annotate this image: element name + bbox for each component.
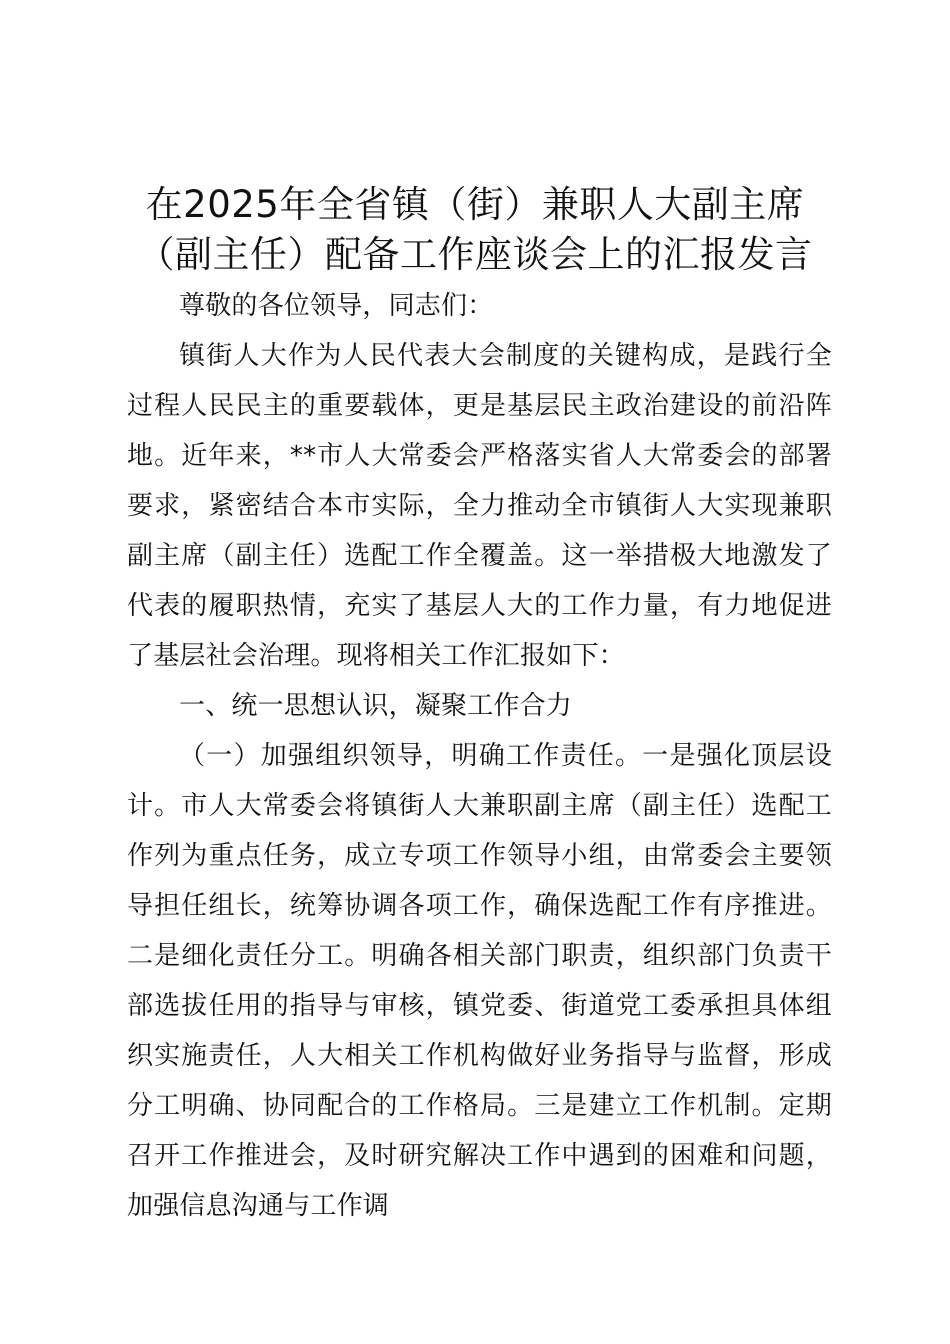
document-title: 在2025年全省镇（街）兼职人大副主席（副主任）配备工作座谈会上的汇报发言	[137, 183, 813, 276]
document-body	[127, 281, 832, 1231]
intro-paragraph: 镇街人大作为人民代表大会制度的关键构成，是践行全过程人民民主的重要载体，更是基层民主政治建设的前沿阵地。近年来，**市人大常委会严格落实省人大常委会的部署要求，紧密结合本市实际，全力推动全市镇街人大实现兼职副主席（副主任）选配工作全覆盖。这一举措极大地激发了代表的履职热情，充实了基层人大的工作力量，有力地促进了基层社会治理。现将相关工作汇报如下：	[127, 341, 832, 671]
section-1-paragraph-1: （一）加强组织领导，明确工作责任。一是强化顶层设计。市人大常委会将镇街人大兼职副主席（副主任）选配工作列为重点任务，成立专项工作领导小组，由常委会主要领导担任组长，统筹协调各项工作，确保选配工作有序推进。二是细化责任分工。明确各相关部门职责，组织部门负责干部选拔任用的指导与审核，镇党委、街道党工委承担具体组织实施责任，人大相关工作机构做好业务指导与监督，形成分工明确、协同配合的工作格局。三是建立工作机制。定期召开工作推进会，及时研究解决工作中遇到的困难和问题，加强信息沟通与工作调	[127, 741, 832, 1221]
greeting: 尊敬的各位领导，同志们：	[179, 291, 494, 321]
section-1-heading: 一、统一思想认识，凝聚工作合力	[179, 691, 573, 721]
